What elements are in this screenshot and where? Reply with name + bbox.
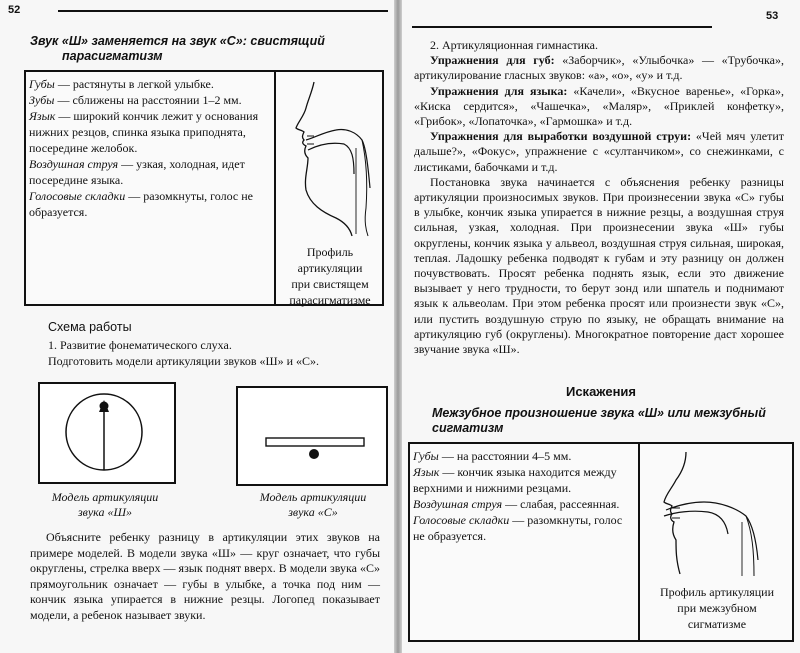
articulation-description: Губы — на расстоянии 4–5 мм. Язык — кончик языка находится между верхними и нижними резцами. Воздушная струя — слабая, рассеянная. Голосовые складки — разомкнуты, голос не образуется. bbox=[413, 449, 623, 543]
section-heading: Межзубное произношение звука «Ш» или межзубный сигматизм bbox=[432, 406, 766, 435]
articulation-box bbox=[408, 442, 794, 642]
model-sh bbox=[38, 382, 176, 484]
header-rule bbox=[412, 26, 712, 28]
model-s bbox=[236, 386, 388, 486]
profile-caption: Профиль артикуляции при свистящем парасигматизме bbox=[289, 245, 371, 307]
left-page bbox=[0, 0, 394, 653]
articulation-profile-illustration bbox=[284, 78, 378, 238]
articulation-profile-illustration bbox=[646, 450, 786, 578]
model-s-caption: Модель артикуляции звука «С» bbox=[259, 490, 367, 519]
models-explanation: Объясните ребенку разницу в артикуляции этих звуков на примере моделей. В модели звука «Ш» — круг означает, что губы округлены, стрелка вверх — язык поднят вверх. В модели звука «С» прямоугольник означает — губы в улыбке, а точка под ним — кончик языка упирается в нижние резцы. Логопед показывает модели, а ребенок называет звуки. bbox=[30, 530, 380, 622]
model-sh-caption: Модель артикуляции звука «Ш» bbox=[51, 490, 159, 519]
profile-caption: Профиль артикуляции при межзубном сигматизме bbox=[659, 585, 775, 631]
section-heading: Звук «Ш» заменяется на звук «С»: свистящий парасигматизм bbox=[30, 34, 325, 63]
page-number: 53 bbox=[766, 10, 779, 22]
box-divider bbox=[638, 444, 640, 640]
scheme-title: Схема работы bbox=[48, 320, 132, 334]
distortions-title: Искажения bbox=[565, 384, 636, 399]
articulation-description: Губы — растянуты в легкой улыбке. Зубы — сближены на расстоянии 1–2 мм. Язык — широкий кончик лежит у основания нижних резцов, спинка языка приподнята, посередине желобок. Воздушная струя — узкая, холодная, идет посередине языка. Голосовые складки — разомкнуты, голос не образуется. bbox=[29, 77, 259, 219]
circle-arrow-icon bbox=[40, 384, 174, 482]
exercises: 2. Артикуляционная гимнастика. Упражнения для губ: «Заборчик», «Улыбочка» — «Трубочка», артикулирование гласных звуков: «а», «о», «у» и т.д. Упражнения для языка: «Качели», «Вкусное варенье», «Горка», «Киска сердится», «Чашечка», «Маляр», «Приклей конфетку», «Грибок», «Лопаточка», «Гармошка» и т.д. Упражнения для выработки воздушной струи: «Чей мяч улетит дальше?», «Фокус», упражнение с «султанчиком», со снежинками, с листиками, бабочками и т.д. Постановка звука начинается с объяснения ребенку разницы артикуляции произносимых звуков. При произнесении звука «С» губы в улыбке, кончик языка упирается в нижние резцы, а воздушная струя сильная, узкая, холодная. При произнесении звука «Ш» губы округлены, кончик языка у альвеол, воздушная струя сильная, широкая, теплая. Ладошку ребенка подводят к губам и эту разницу он должен почувствовать. Просят ребенка поднять язык, если это движение вызывает у него трудности, то берут зонд или шпатель и поднимают язык к альвеолам. При этом ребенка просят или произнести звук «С», или пустить воздушную струю по языку, не обращать внимание на артикуляцию губ (округлены). Многократное повторение даст хорошее звучание звука «Ш». bbox=[414, 38, 784, 357]
box-divider bbox=[274, 72, 276, 304]
articulation-box bbox=[24, 70, 384, 306]
right-page bbox=[402, 0, 800, 653]
step-1: 1. Развитие фонематического слуха. Подготовить модели артикуляции звуков «Ш» и «С». bbox=[48, 338, 320, 368]
header-rule bbox=[58, 10, 388, 12]
page-number: 52 bbox=[8, 4, 21, 16]
rectangle-dot-icon bbox=[238, 388, 386, 484]
book-gutter bbox=[394, 0, 402, 653]
